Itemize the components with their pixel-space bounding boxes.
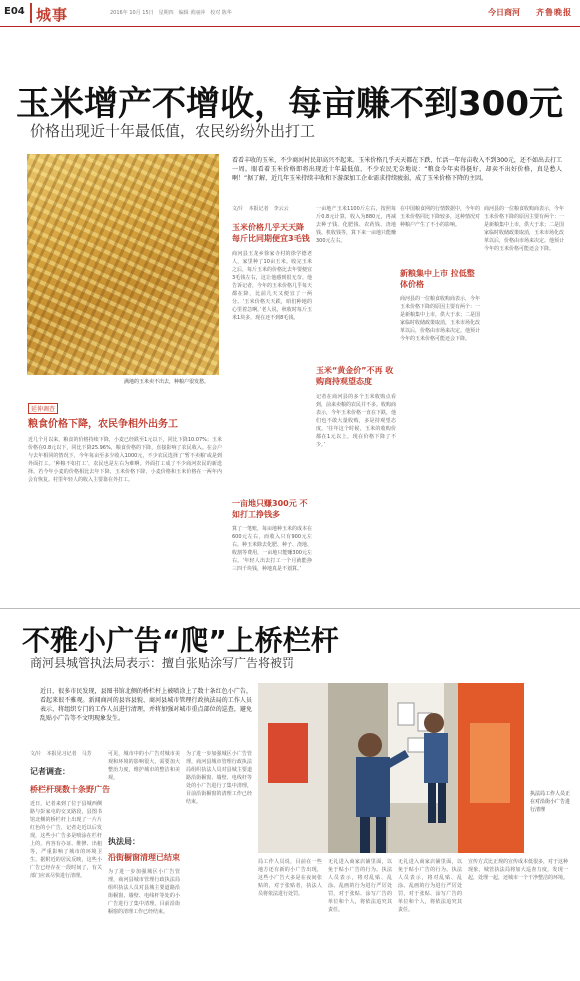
article2-lead: 近日，很多市民发现，县图书馆北侧的桥栏杆上被喷涂上了数十条红色小广告，看起来很不雅观。新闻商河的县容县貌、商河县城市管理行政执法局的工作人员表示，将组织专门的工作人员进行清理，并将加强对城市重点部位的巡查，避免乱贴小广告等不文明现象发生。 [40,688,252,722]
article2-subtitle: 商河县城管执法局表示：擅自张贴涂写广告将被罚 [30,656,295,670]
photo-caption: 满地的玉米卖不出去，种粮户很发愁。 [124,379,210,385]
col4-subhead: 新粮集中上市 拉低整体价格 [400,269,475,289]
a2-col4b-text: 无礼进入商家店铺里面，以免于贴小广告的行为。执法人员表示，将对乱贴、乱涂、乱画的行为进行严厉处罚，对于张贴、涂写广告的单位和个人，将依法追究其责任。 [398,859,462,913]
brand-name: 今日商河 [488,8,520,17]
article-divider [0,608,580,609]
photo2-caption: 执法局工作人员正在对沿街小广告进行清理 [530,791,571,813]
col2-subhead-1: 玉米价格几乎天天降 每斤比同期便宜3毛钱 [232,223,310,243]
article2-byline: 文/片 本报见习记者 马芳 [30,751,92,757]
article2-title: 不雅小广告“爬”上桥栏杆 [22,624,339,657]
a2-col3-text-left: 为了进一步加强城区小广告管理，商河县城市管理行政执法局组织执法人员对县城主要道路沿街橱窗、墙壁、电线杆等处的小广告进行了集中清理，目前沿街橱窗的清理工作已经结束。 [186,751,252,805]
col4-text-2: 商河县的一位粮食收购商表示，今年玉米价格下降的原因主要有两个：一是新粮集中上市，供大于求；二是国家临时收储政策取消，玉米市场化改革以后，价格由市场来决定。他预计今年的玉米价格可能还会下降。 [400,296,480,342]
col1-subhead: 桥栏杆现数十条野广告 [30,785,110,794]
col2-text-2: 算了一笔账，每亩地种玉米的成本在600元左右，而收入只有900元左右。种玉米除去化肥、种子、浇地、收割等费用，一亩地只能赚300元左右。‘年轻人出去打工一个月就能挣三四千块钱，种地真是不划算。’ [232,526,312,572]
col2-label: 执法局： [108,837,140,846]
corn-photo [27,154,219,375]
brand-logo: 齐鲁晚报 [536,8,572,17]
col1-label: 记者调查： [30,767,70,776]
page-number: E04 [4,6,25,17]
section-divider [30,3,32,23]
col3-subhead: 玉米“黄金价”不再 收购商持观望态度 [316,366,394,386]
issue-meta: 2016年 10月 15日 星期四 编辑 黄丽萍 校对 陈华 [110,10,232,16]
col4-text-1: 在中国粮食网的行情数据中，今年的玉米价格同比下降较多，这种情况对种粮户产生了不小的影响。 [400,206,480,228]
article1-byline: 文/片 本报记者 李云云 [232,206,289,212]
a2-col2-text-1: 可见，城市中的小广告对城市美观和环境的影响很大，需要加大整治力度，维护城市的整洁和美观。 [108,751,180,781]
col3-text-1: 一亩地产玉米1100斤左右，按照每斤0.8元计算，收入为880元，再减去种子钱、化肥钱、农药钱、浇地钱、机收钱等，算下来一亩地只能赚300元左右。 [316,206,396,244]
side-story-title: 粮食价格下降，农民争相外出务工 [28,419,178,430]
a2-col5-text: 宣传方式比正规的宣传成本低很多，对于这种现象，城管执法局将加大巡查力度，发现一起，处理一起，还城市一个干净整洁的环境。 [468,859,568,881]
cleanup-photo-art [258,683,524,853]
col1-text: 近日，记者来到了位于县城西侧路与彭家屯的交叉路段，县图书馆北侧的桥栏杆上出现了一片片红色的小广告，记者走近以后发现，这些小广告多是喷涂在栏杆上的，内容有办证、维修、出租等，严重影响了城市的环境卫生。据附近的居民反映，这些小广告已经存在一段时间了，有关部门应该尽快进行清理。 [30,801,102,879]
article1-lead: 看看丰收的玉米，不少商河村民却高兴不起来。玉米价格几乎天天都在下跌，忙活一年每亩收入不到300元，还不如出去打工一周。眼看着玉米价格即将出现近十年最低值，不少农民无奈地说：“粮食今年卖得挺好，却卖不出好价格，真是愁人啊！”据了解，近几年玉米持续丰收和下游深加工企业需求持续疲弱，成了玉米价格下降的主因。 [232,157,562,182]
a2-col2-text-2: 为了进一步加强城区小广告管理，商河县城市管理行政执法局组织执法人员对县城主要道路沿街橱窗、墙壁、电线杆等处的小广告进行了集中清理，目前沿街橱窗的清理工作已经结束。 [108,869,180,915]
article1-title: 玉米增产不增收，每亩赚不到300元 [16,84,563,124]
col5-text: 商河县的一位粮食收购商表示，今年玉米价格下降的原因主要有两个：一是新粮集中上市，供大于求；二是国家临时收储政策取消，玉米市场化改革以后，价格由市场来决定。他预计今年的玉米价格可能还会下降。 [484,206,564,252]
a2-col4-text: 无礼进入商家店铺里面，以免于贴小广告的行为。执法人员表示，将对乱贴、乱涂、乱画的行为进行严厉处罚，对于张贴、涂写广告的单位和个人，将依法追究其责任。 [328,859,392,913]
kicker-label: 延伸调查 [28,403,58,414]
col2-subhead: 沿街橱窗清理已结束 [108,853,180,862]
a2-col3-text: 局工作人员说，目前在一些地方还有新的小广告出现，这些小广告大多是在夜间张贴的，对于张贴者，执法人员将依法进行处罚。 [258,859,322,897]
col2-text-1: 商河县玉龙乡徐家寺村的徐学德老人，家里种了10亩玉米。收完玉米之后，每斤玉米的价格比去年要便宜3毛钱左右，这让他感到很无奈。他告诉记者，今年的玉米价格几乎每天都在降，比前几天又便宜了一两分。‘玉米价格天天跌，咱们种地的心里着急啊。’老人说，秋收时每斤玉米1块多，现在还不到8毛钱。 [232,251,312,321]
article1-subtitle: 价格出现近十年最低值，农民纷纷外出打工 [30,122,316,140]
cleanup-photo [258,683,524,853]
side-story-text: 近几个月以来，粮食的价格持续下降，小麦已经跌至1元以下，同比下降10.07%；玉米价格在0.8元以下，同比下降25.96%，粮食价格的下降，直接影响了农民收入。在会户与去年相同的情况下，今年每亩至多少收入1000元，不少农民选择了‘暂不卖粮’或是到外面打工。‘种粮不如打工’，农民也是左右为难啊。外面打工成了不少商河农民的新选择。若今年小麦的价格相比去年下降，玉米价格下降，小麦价格和玉米价格在一两年内会有恢复。村里年轻人的收入主要靠在外打工。 [28,437,222,483]
page-header [0,0,580,27]
section-name: 城事 [36,6,69,24]
col3-text-2: 记者在商河县的多个玉米收购点看到，前来卖粮的农民并不多。收购商表示，今年玉米价格一直在下跌，他们也不敢大量收购，多是持观望态度。‘往年这个时候，玉米的收购价都在1元以上，现在价格下降了不少。’ [316,394,396,448]
col2-subhead-2: 一亩地只赚300元 不如打工挣钱多 [232,499,308,519]
